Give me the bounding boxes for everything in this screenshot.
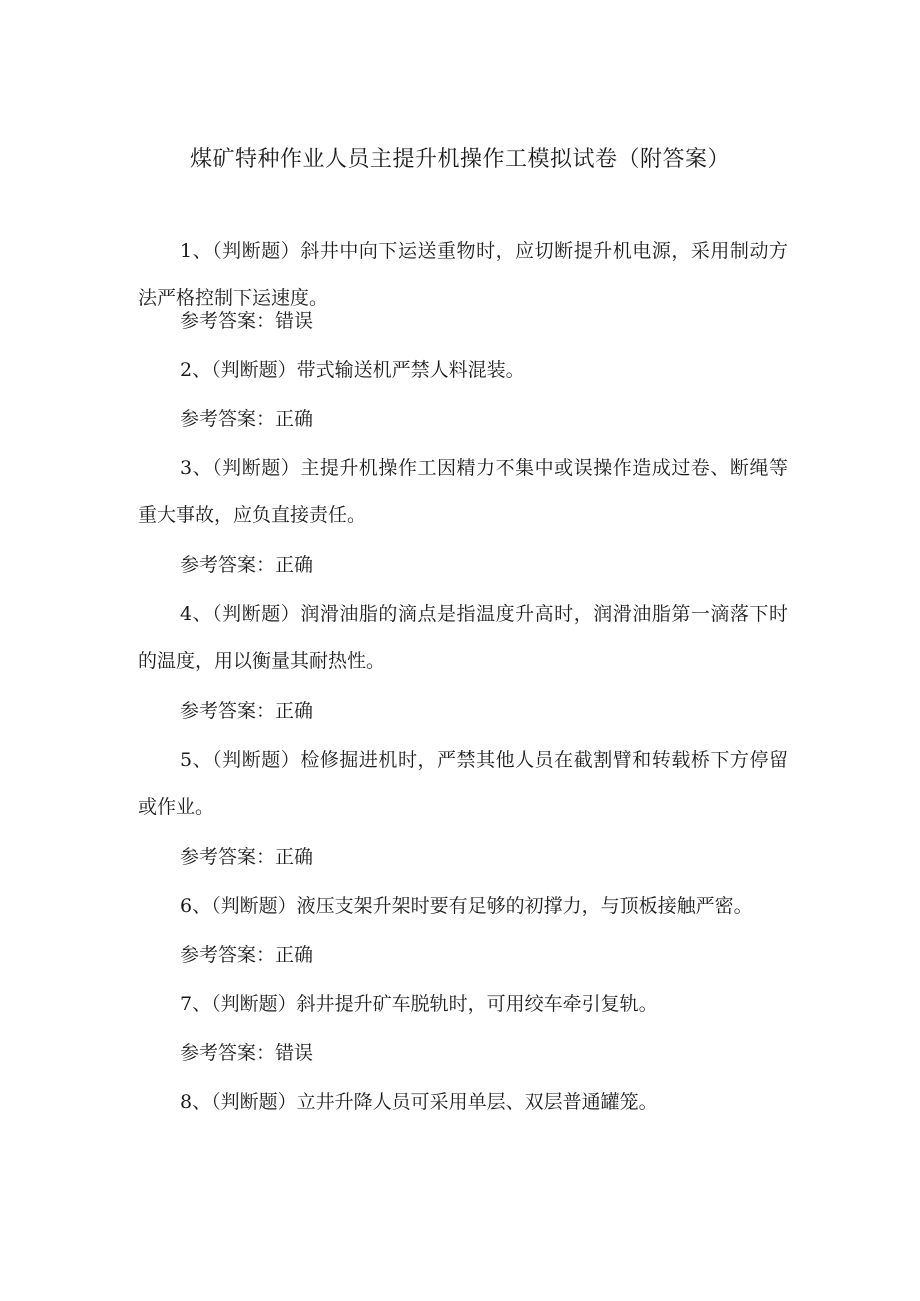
question-number: 4、 — [180, 603, 213, 625]
question-6 — [138, 883, 788, 930]
answer-label: 参考答案： — [180, 554, 276, 576]
answer-1 — [180, 298, 313, 345]
question-2 — [138, 347, 788, 394]
question-type: （判断题） — [211, 359, 297, 381]
question-5 — [138, 737, 788, 831]
question-type: （判断题） — [212, 240, 301, 262]
question-8 — [138, 1079, 788, 1126]
question-type: （判断题） — [211, 895, 297, 917]
question-7 — [138, 981, 788, 1028]
question-type: （判断题） — [212, 749, 301, 771]
question-number: 5、 — [180, 749, 213, 771]
question-number: 1、 — [180, 240, 213, 262]
question-type: （判断题） — [212, 603, 301, 625]
answer-2 — [180, 396, 313, 443]
answer-value: 正确 — [275, 846, 314, 868]
answer-value: 错误 — [275, 310, 314, 332]
answer-value: 正确 — [275, 554, 314, 576]
question-text: 立井升降人员可采用单层、双层普通罐笼。 — [296, 1091, 658, 1113]
question-type: （判断题） — [212, 457, 301, 479]
answer-label: 参考答案： — [180, 700, 276, 722]
answer-label: 参考答案： — [180, 1042, 276, 1064]
question-type: （判断题） — [211, 1091, 297, 1113]
question-4 — [138, 591, 788, 685]
question-number: 6、 — [180, 895, 212, 917]
question-3 — [138, 445, 788, 539]
answer-value: 正确 — [275, 408, 314, 430]
question-text: 斜井中向下运送重物时，应切断提升机电源，采用制动方法严格控制下运速度。 — [138, 240, 788, 309]
answer-label: 参考答案： — [180, 408, 276, 430]
question-text: 主提升机操作工因精力不集中或误操作造成过卷、断绳等重大事故，应负直接责任。 — [138, 457, 788, 526]
question-type: （判断题） — [211, 993, 297, 1015]
question-number: 3、 — [180, 457, 213, 479]
answer-label: 参考答案： — [180, 310, 276, 332]
question-text: 润滑油脂的滴点是指温度升高时，润滑油脂第一滴落下时的温度，用以衡量其耐热性。 — [138, 603, 788, 672]
question-text: 液压支架升架时要有足够的初撑力，与顶板接触严密。 — [296, 895, 753, 917]
question-number: 8、 — [180, 1091, 212, 1113]
question-text: 带式输送机严禁人料混装。 — [296, 359, 525, 381]
answer-3 — [180, 542, 313, 589]
answer-value: 正确 — [275, 944, 314, 966]
answer-7 — [180, 1030, 313, 1077]
answer-5 — [180, 834, 313, 881]
answer-value: 正确 — [275, 700, 314, 722]
question-text: 检修掘进机时，严禁其他人员在截割臂和转载桥下方停留或作业。 — [138, 749, 788, 818]
question-number: 7、 — [180, 993, 212, 1015]
answer-4 — [180, 688, 313, 735]
answer-label: 参考答案： — [180, 944, 276, 966]
answer-label: 参考答案： — [180, 846, 276, 868]
answer-6 — [180, 932, 313, 979]
answer-value: 错误 — [275, 1042, 314, 1064]
question-text: 斜井提升矿车脱轨时，可用绞车牵引复轨。 — [296, 993, 658, 1015]
question-number: 2、 — [180, 359, 212, 381]
document-title: 煤矿特种作业人员主提升机操作工模拟试卷（附答案） — [189, 147, 730, 172]
